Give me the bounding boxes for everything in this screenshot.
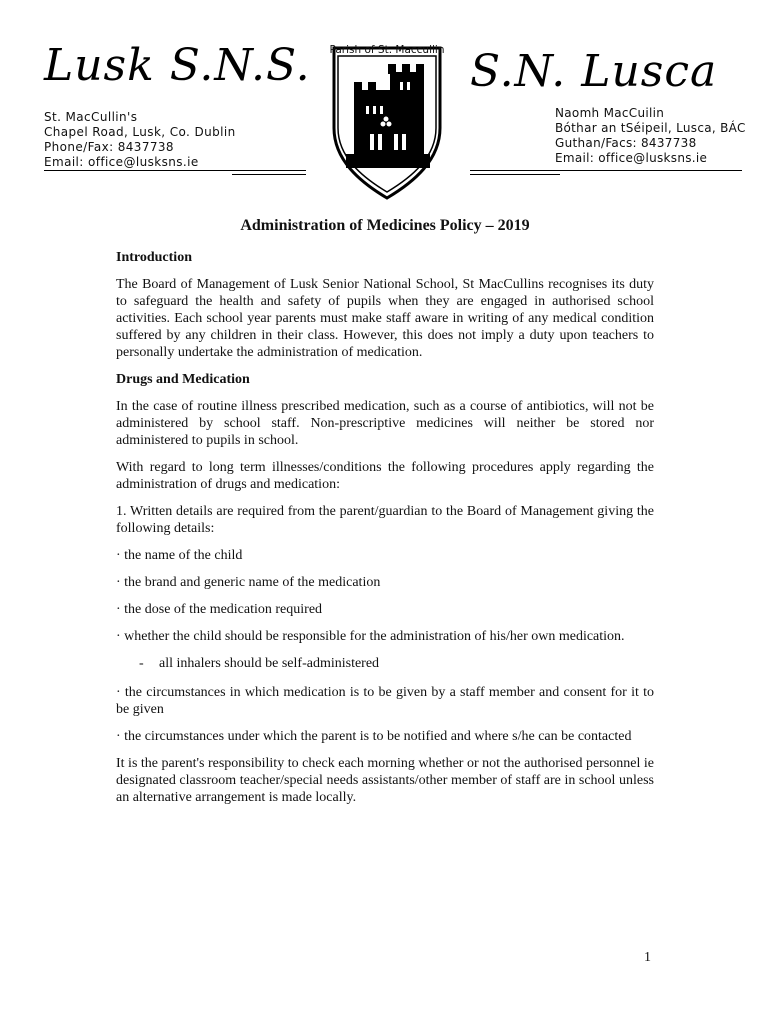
detail-item: · the circumstances under which the parent is to be notified and where s/he can be contacted	[116, 729, 632, 744]
address-line: Naomh MacCuilin	[555, 106, 665, 120]
section-heading-introduction: Introduction	[116, 250, 192, 265]
email: Email: office@lusksns.ie	[44, 155, 199, 169]
crest-caption: Parish of St. Maccullin	[329, 44, 445, 56]
address-line: Bóthar an tSéipeil, Lusca, BÁC	[555, 121, 746, 135]
address-underline-left	[232, 174, 306, 175]
address-line: Chapel Road, Lusk, Co. Dublin	[44, 125, 236, 139]
address-line: St. MacCullin's	[44, 110, 138, 124]
drugs-paragraph: In the case of routine illness prescribed medication, such as a course of antibiotics, will not be administered by school staff. Non-prescriptive medicines will neither be stored nor administered to pupils in school.	[116, 399, 654, 448]
requirement-paragraph: 1. Written details are required from the parent/guardian to the Board of Management giving the following details:	[116, 504, 654, 536]
introduction-paragraph: The Board of Management of Lusk Senior National School, St MacCullins recognises its duty to safeguard the health and safety of pupils when they are engaged in authorised school activities. Each school year parents must make staff aware in writing of any medical condition suffered by any children in their class. However, this does not imply a duty upon teachers to personally undertake the administration of medication.	[116, 277, 654, 360]
address-underline-right	[470, 174, 560, 175]
school-name-english: Lusk S.N.S.	[44, 40, 311, 91]
crest-shield-icon	[326, 42, 448, 202]
closing-paragraph: It is the parent's responsibility to check each morning whether or not the authorised personnel ie designated classroom teacher/special needs assistants/other member of staff are in school unless an alternative arrangement is made locally.	[116, 756, 654, 805]
address-irish	[555, 106, 746, 166]
detail-item: · whether the child should be responsible for the administration of his/her own medication.	[116, 629, 625, 644]
address-underline-left	[44, 170, 306, 171]
address-underline-right	[470, 170, 742, 171]
inhaler-sub-item	[139, 655, 654, 672]
phone-fax: Guthan/Facs: 8437738	[555, 136, 697, 150]
sub-item-text: all inhalers should be self-administered	[159, 656, 380, 671]
dash-bullet: -	[139, 656, 144, 671]
email: Email: office@lusksns.ie	[555, 151, 708, 165]
procedures-paragraph: With regard to long term illnesses/conditions the following procedures apply regarding the administration of drugs and medication:	[116, 460, 654, 492]
detail-item: · the name of the child	[116, 548, 243, 563]
document-body	[116, 249, 654, 816]
school-name-irish: S.N. Lusca	[470, 46, 718, 97]
address-english	[44, 110, 236, 170]
page-number: 1	[644, 950, 651, 965]
detail-item: · the circumstances in which medication is to be given by a staff member and consent for it to be given	[116, 685, 654, 717]
section-heading-drugs: Drugs and Medication	[116, 372, 250, 387]
detail-item: · the dose of the medication required	[116, 602, 323, 617]
detail-item: · the brand and generic name of the medication	[116, 575, 381, 590]
phone-fax: Phone/Fax: 8437738	[44, 140, 174, 154]
letterhead	[0, 0, 770, 210]
document-title: Administration of Medicines Policy – 2019	[240, 217, 530, 234]
